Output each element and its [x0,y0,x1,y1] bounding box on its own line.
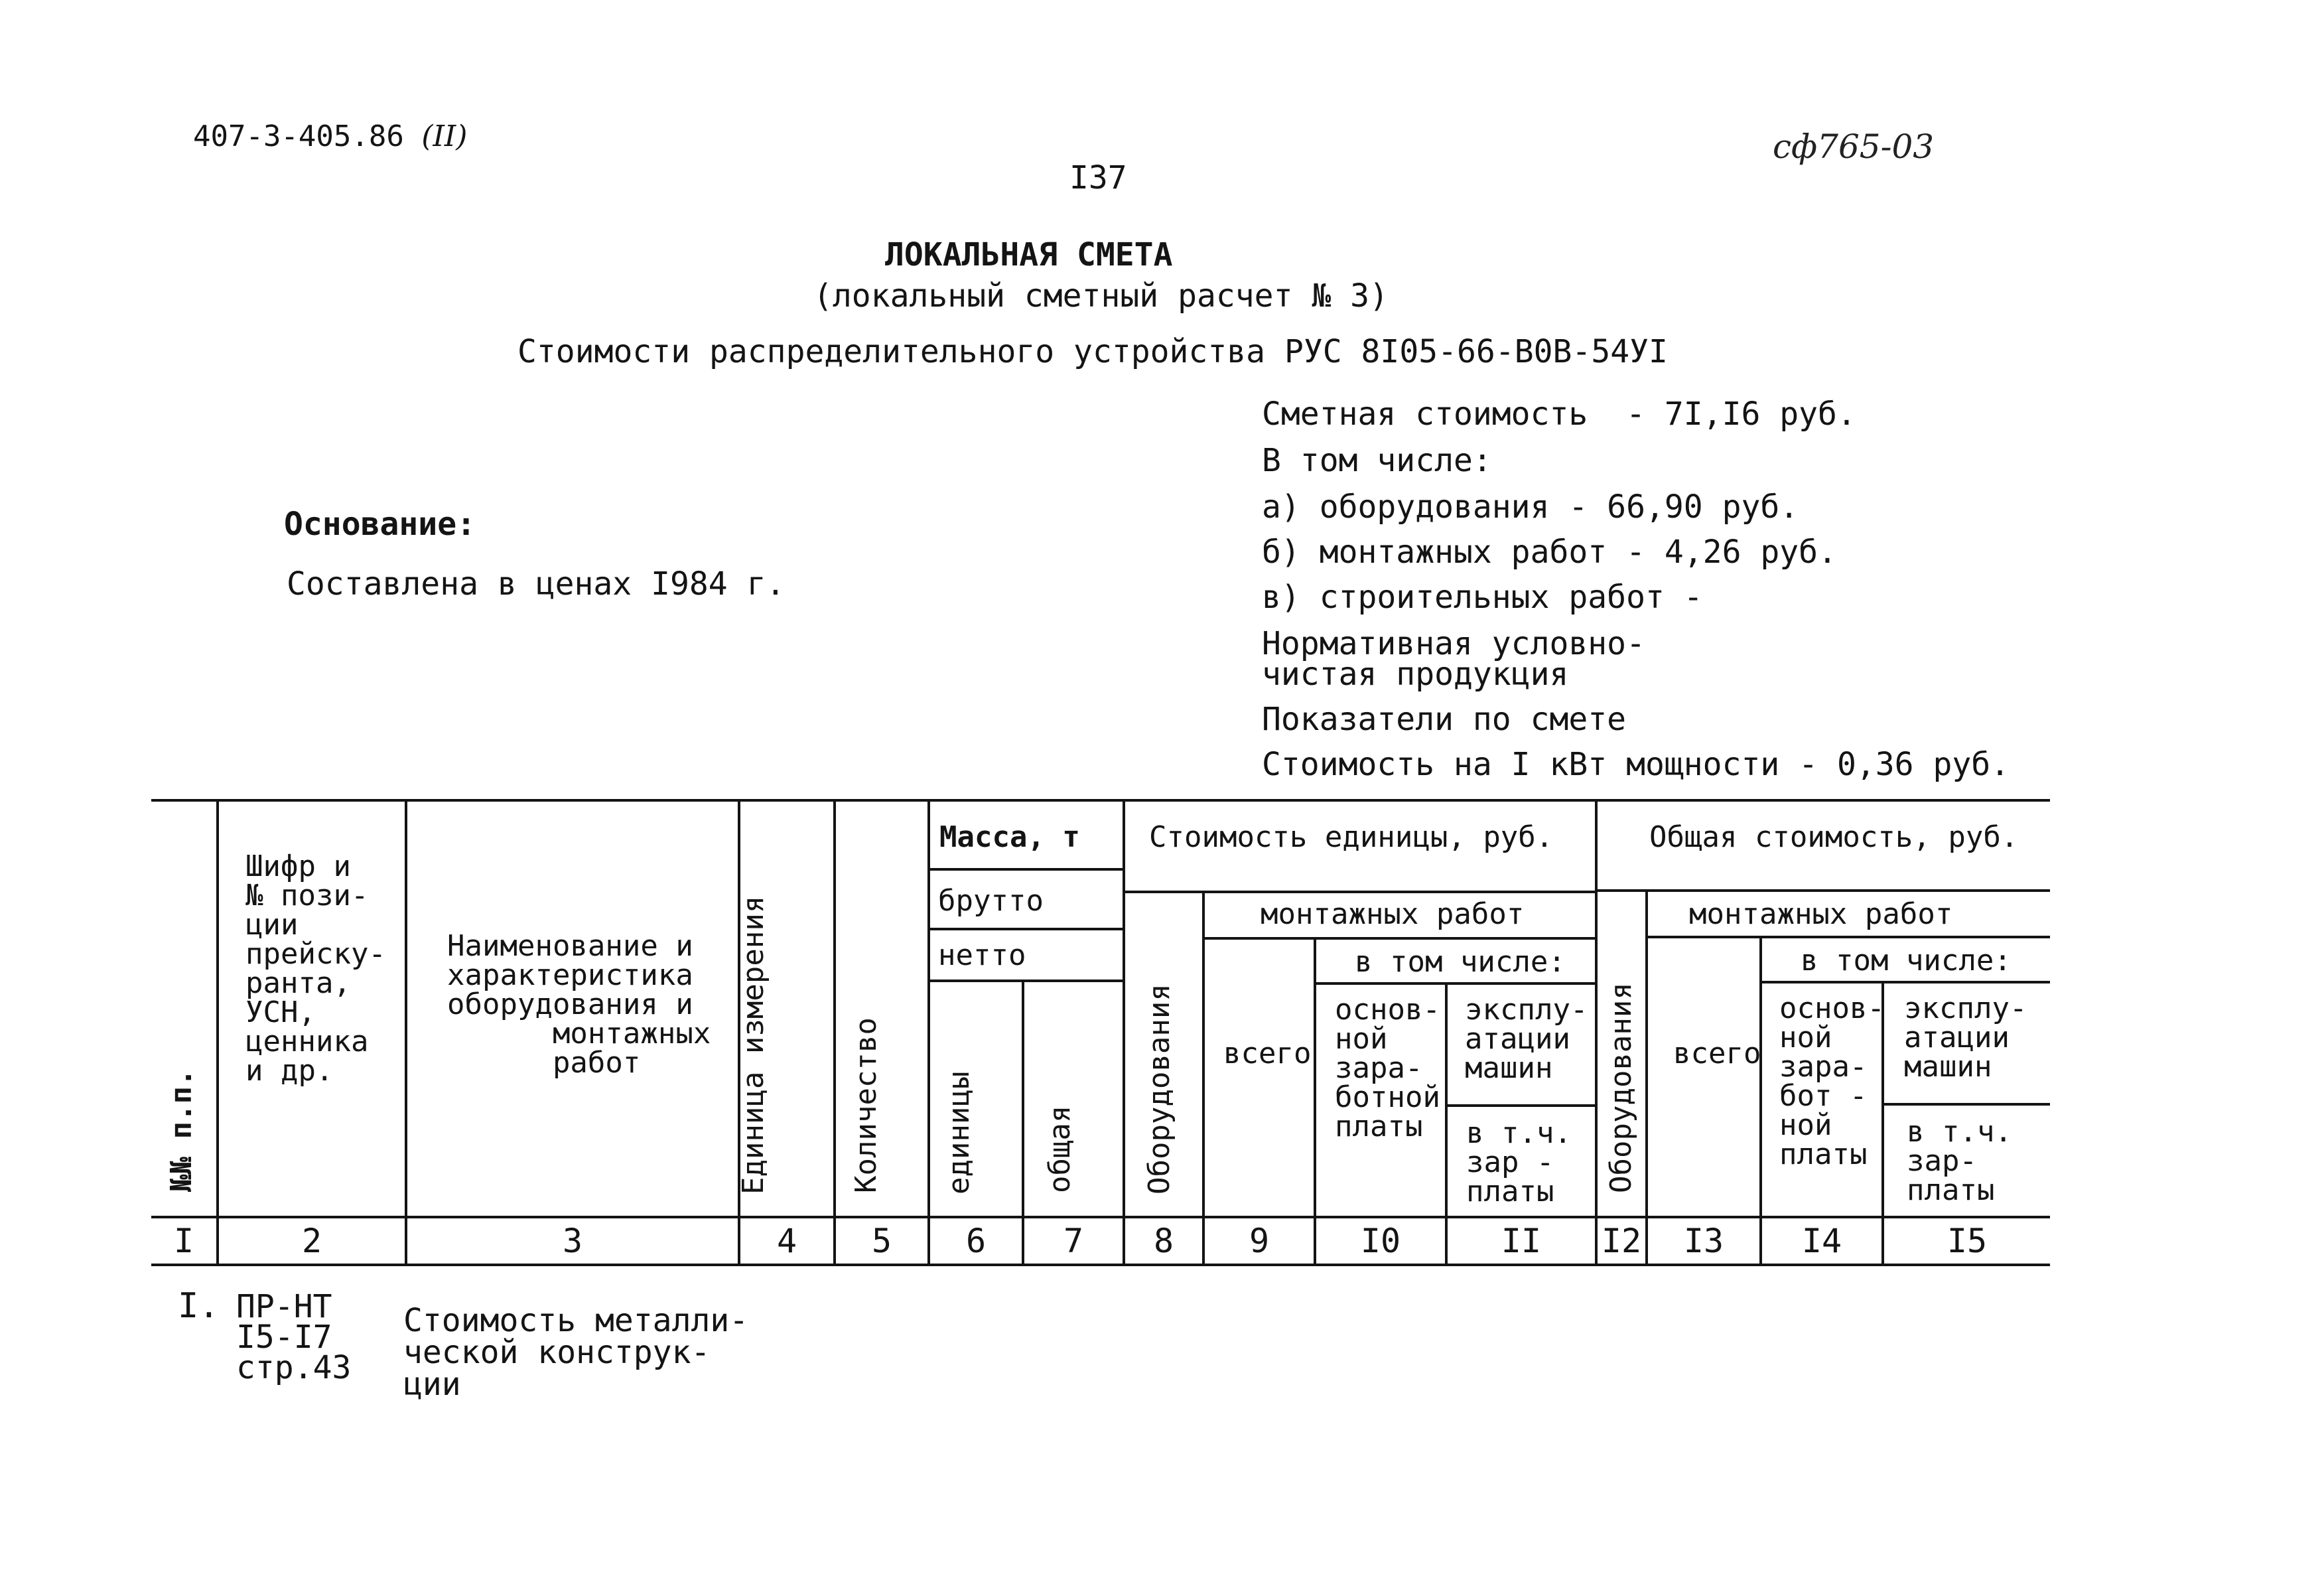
equipment-cost: а) оборудования - 66,90 руб. [1262,488,1799,526]
header-total-total: всего [1673,1037,1761,1070]
indicators-label: Показатели по смете [1262,701,1627,738]
page-number: I37 [1069,159,1127,196]
col-divider-10 [1445,982,1448,1264]
numbers-bottom-border [151,1264,2050,1266]
header-unit: Единица измерения [736,895,770,1195]
document-code: 407-3-405.86 (II) [192,119,468,153]
header-unit-total: всего [1223,1037,1312,1070]
col-number: 2 [301,1222,322,1260]
col-number: I [173,1222,194,1260]
header-row-number: №№ п.п. [165,1068,198,1192]
mass-divider [927,868,1123,871]
col-divider-13 [1759,936,1762,1264]
header-unit-including: в том числе: [1355,945,1566,979]
brutto-divider [927,928,1123,930]
net-product-label: Нормативная условно- [1262,625,1645,662]
header-total-cost: Общая стоимость, руб. [1649,820,2019,854]
header-total-equipment: Оборудования [1604,982,1638,1193]
header-total-machines: эксплу- атации машин [1904,991,2027,1084]
col-number: I4 [1801,1222,1842,1260]
col-divider-8 [1202,891,1205,1264]
col-divider-4 [833,799,836,1264]
col-divider-6 [1022,979,1024,1264]
col-divider-2 [405,799,407,1264]
header-mass-total: общая [1043,1105,1077,1193]
col-number: 4 [776,1222,797,1260]
total-install-divider [1645,936,2050,938]
col-divider-1 [216,799,219,1264]
col-number: I2 [1601,1222,1642,1260]
document-title: ЛОКАЛЬНАЯ СМЕТА [885,236,1173,273]
header-unit-install: монтажных работ [1261,897,1525,931]
col-number: 6 [965,1222,987,1260]
header-mass: Масса, т [939,820,1080,854]
col-divider-11 [1595,799,1598,1264]
cost-per-kw: Стоимость на I кВт мощности - 0,36 руб. [1262,746,2010,783]
row-item-name: Стоимость металли- ческой конструк- ции [403,1302,749,1403]
header-total-incl-wage: в т.ч. зар- платы [1907,1115,2012,1207]
col-number: I0 [1360,1222,1401,1260]
basis-label: Основание: [284,506,476,543]
total-machines-divider [1881,1103,2050,1106]
header-quantity: Количество [849,1017,883,1193]
header-brutto: брутто [938,884,1044,918]
header-netto: нетто [938,938,1026,972]
col-number: I3 [1683,1222,1724,1260]
col-number: 9 [1249,1222,1270,1260]
col-divider-12 [1645,889,1648,1264]
unit-install-divider [1202,937,1595,940]
unit-machines-divider [1445,1104,1595,1107]
row-price-code: ПР-НТ I5-I7 стр.43 [236,1288,352,1386]
header-unit-machines: эксплу- атации машин [1465,993,1588,1085]
header-total-base-wage: основ- ной зара- бот - ной платы [1779,991,1885,1171]
unit-cost-divider [1123,891,1595,893]
installation-cost: б) монтажных работ - 4,26 руб. [1262,534,1837,571]
row-number: I. [178,1286,220,1326]
header-unit-base-wage: основ- ной зара- ботной платы [1335,993,1440,1143]
total-cost-divider [1595,889,2050,892]
header-bottom-border [151,1216,2050,1218]
header-total-including: в том числе: [1801,944,2012,978]
header-total-install: монтажных работ [1689,897,1953,931]
col-number: I5 [1947,1222,1988,1260]
archive-stamp: сф765-03 [1773,127,1935,166]
col-number: 5 [871,1222,892,1260]
header-mass-unit: единицы [942,1071,976,1195]
including-label: В том числе: [1262,442,1492,479]
header-unit-cost: Стоимость единицы, руб. [1149,820,1554,854]
total-including-divider [1759,981,2050,983]
unit-including-divider [1314,982,1595,985]
header-name: Наименование и характеристика оборудования и монтажных работ [447,929,711,1080]
netto-divider [927,979,1123,982]
net-product-label-cont: чистая продукция [1262,656,1569,693]
col-number: 8 [1153,1222,1174,1260]
col-number: 7 [1063,1222,1084,1260]
col-divider-9 [1314,937,1316,1264]
table-top-border [151,799,2050,802]
basis-text: Составлена в ценах I984 г. [287,565,786,603]
object-title: Стоимости распределительного устройства РУС 8I05-66-В0В-54УI [517,333,1668,370]
document-subtitle: (локальный сметный расчет № 3) [813,277,1389,315]
col-divider-7 [1123,799,1125,1264]
header-price-code: Шифр и № пози- ции прейску- ранта, УСН, ценника и др. [245,849,386,1088]
estimated-cost: Сметная стоимость - 7I,I6 руб. [1262,396,1856,433]
col-number: II [1501,1222,1542,1260]
header-unit-equipment: Оборудования [1142,983,1176,1195]
construction-cost: в) строительных работ - [1262,579,1703,616]
col-number: 3 [562,1222,583,1260]
col-divider-5 [927,799,930,1264]
header-unit-incl-wage: в т.ч. зар - платы [1466,1116,1572,1208]
